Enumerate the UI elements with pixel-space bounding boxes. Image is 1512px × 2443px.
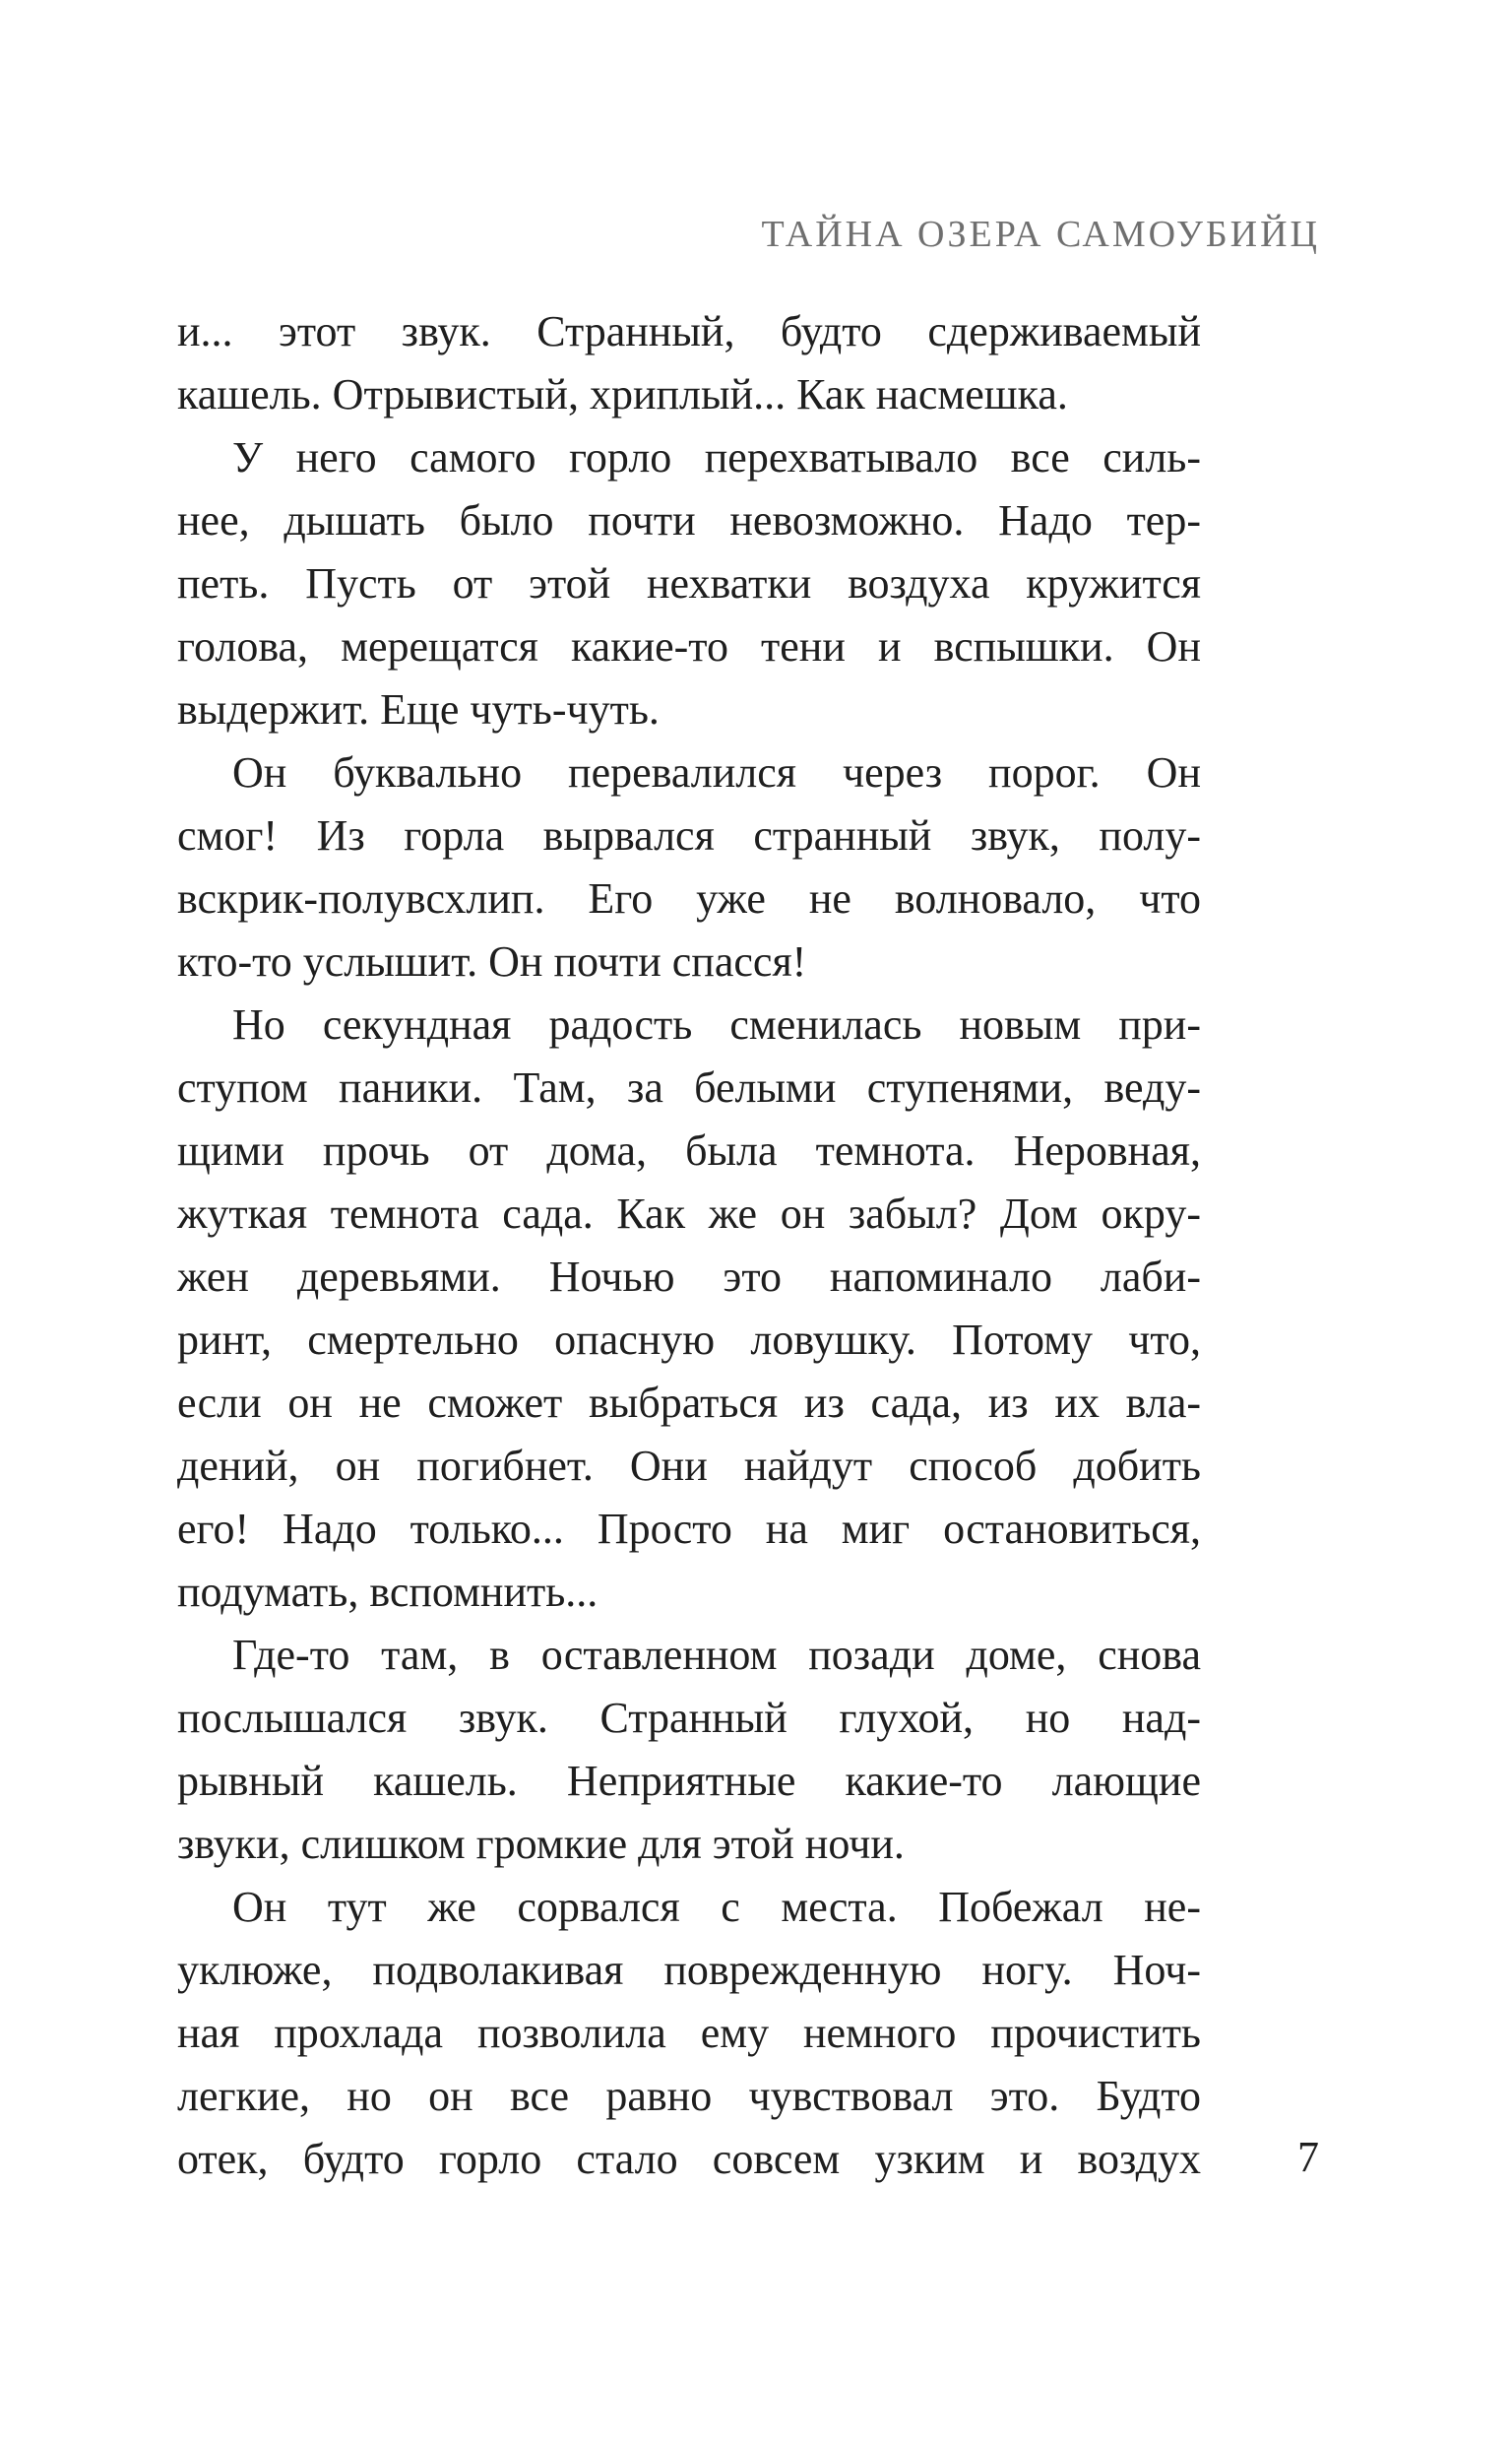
page-number: 7 <box>1297 2133 1319 2181</box>
text-line: послышался звук. Странный глухой, но над- <box>177 1694 1201 1742</box>
text-line: рывный кашель. Неприятные какие-то лающие <box>177 1757 1201 1805</box>
text-line: Он буквально перевалился через порог. Он <box>232 748 1201 797</box>
text-line: ринт, смертельно опасную ловушку. Потому что, <box>177 1316 1201 1364</box>
text-line: вскрик-полувсхлип. Его уже не волновало, что <box>177 874 1201 923</box>
text-line: легкие, но он все равно чувствовал это. Будто <box>177 2072 1201 2120</box>
text-line: если он не сможет выбраться из сада, из их вла- <box>177 1379 1201 1427</box>
text-line: дений, он погибнет. Они найдут способ добить <box>177 1442 1201 1490</box>
text-line: подумать, вспомнить... <box>177 1568 598 1616</box>
running-head: ТАЙНА ОЗЕРА САМОУБИЙЦ <box>761 214 1320 255</box>
text-line: кашель. Отрывистый, хриплый... Как насмешка. <box>177 370 1068 418</box>
text-line: уклюже, подволакивая поврежденную ногу. Ноч- <box>177 1946 1201 1994</box>
text-line: нее, дышать было почти невозможно. Надо тер- <box>177 496 1201 545</box>
text-line: щими прочь от дома, была темнота. Неровная, <box>177 1126 1201 1175</box>
text-line: его! Надо только... Просто на миг остановиться, <box>177 1505 1201 1553</box>
text-line: смог! Из горла вырвался странный звук, полу- <box>177 811 1201 860</box>
body-text <box>177 300 1201 2191</box>
text-line: и... этот звук. Странный, будто сдерживаемый <box>177 307 1201 355</box>
text-line: ступом паники. Там, за белыми ступенями, веду- <box>177 1063 1201 1112</box>
text-line: Где-то там, в оставленном позади доме, снова <box>232 1631 1201 1679</box>
text-line: звуки, слишком громкие для этой ночи. <box>177 1820 905 1868</box>
text-line: ная прохлада позволила ему немного прочистить <box>177 2009 1201 2057</box>
text-line: Но секундная радость сменилась новым при- <box>232 1000 1201 1049</box>
text-line: отек, будто горло стало совсем узким и воздух <box>177 2135 1201 2183</box>
text-line: Он тут же сорвался с места. Побежал не- <box>232 1883 1201 1931</box>
text-line: жен деревьями. Ночью это напоминало лаби- <box>177 1253 1201 1301</box>
text-line: выдержит. Еще чуть-чуть. <box>177 685 660 734</box>
text-line: петь. Пусть от этой нехватки воздуха кружится <box>177 559 1201 608</box>
text-line: жуткая темнота сада. Как же он забыл? Дом окру- <box>177 1189 1201 1238</box>
text-line: голова, мерещатся какие-то тени и вспышки. Он <box>177 622 1201 671</box>
text-line: кто-то услышит. Он почти спасся! <box>177 937 807 986</box>
text-line: У него самого горло перехватывало все силь- <box>232 433 1201 482</box>
